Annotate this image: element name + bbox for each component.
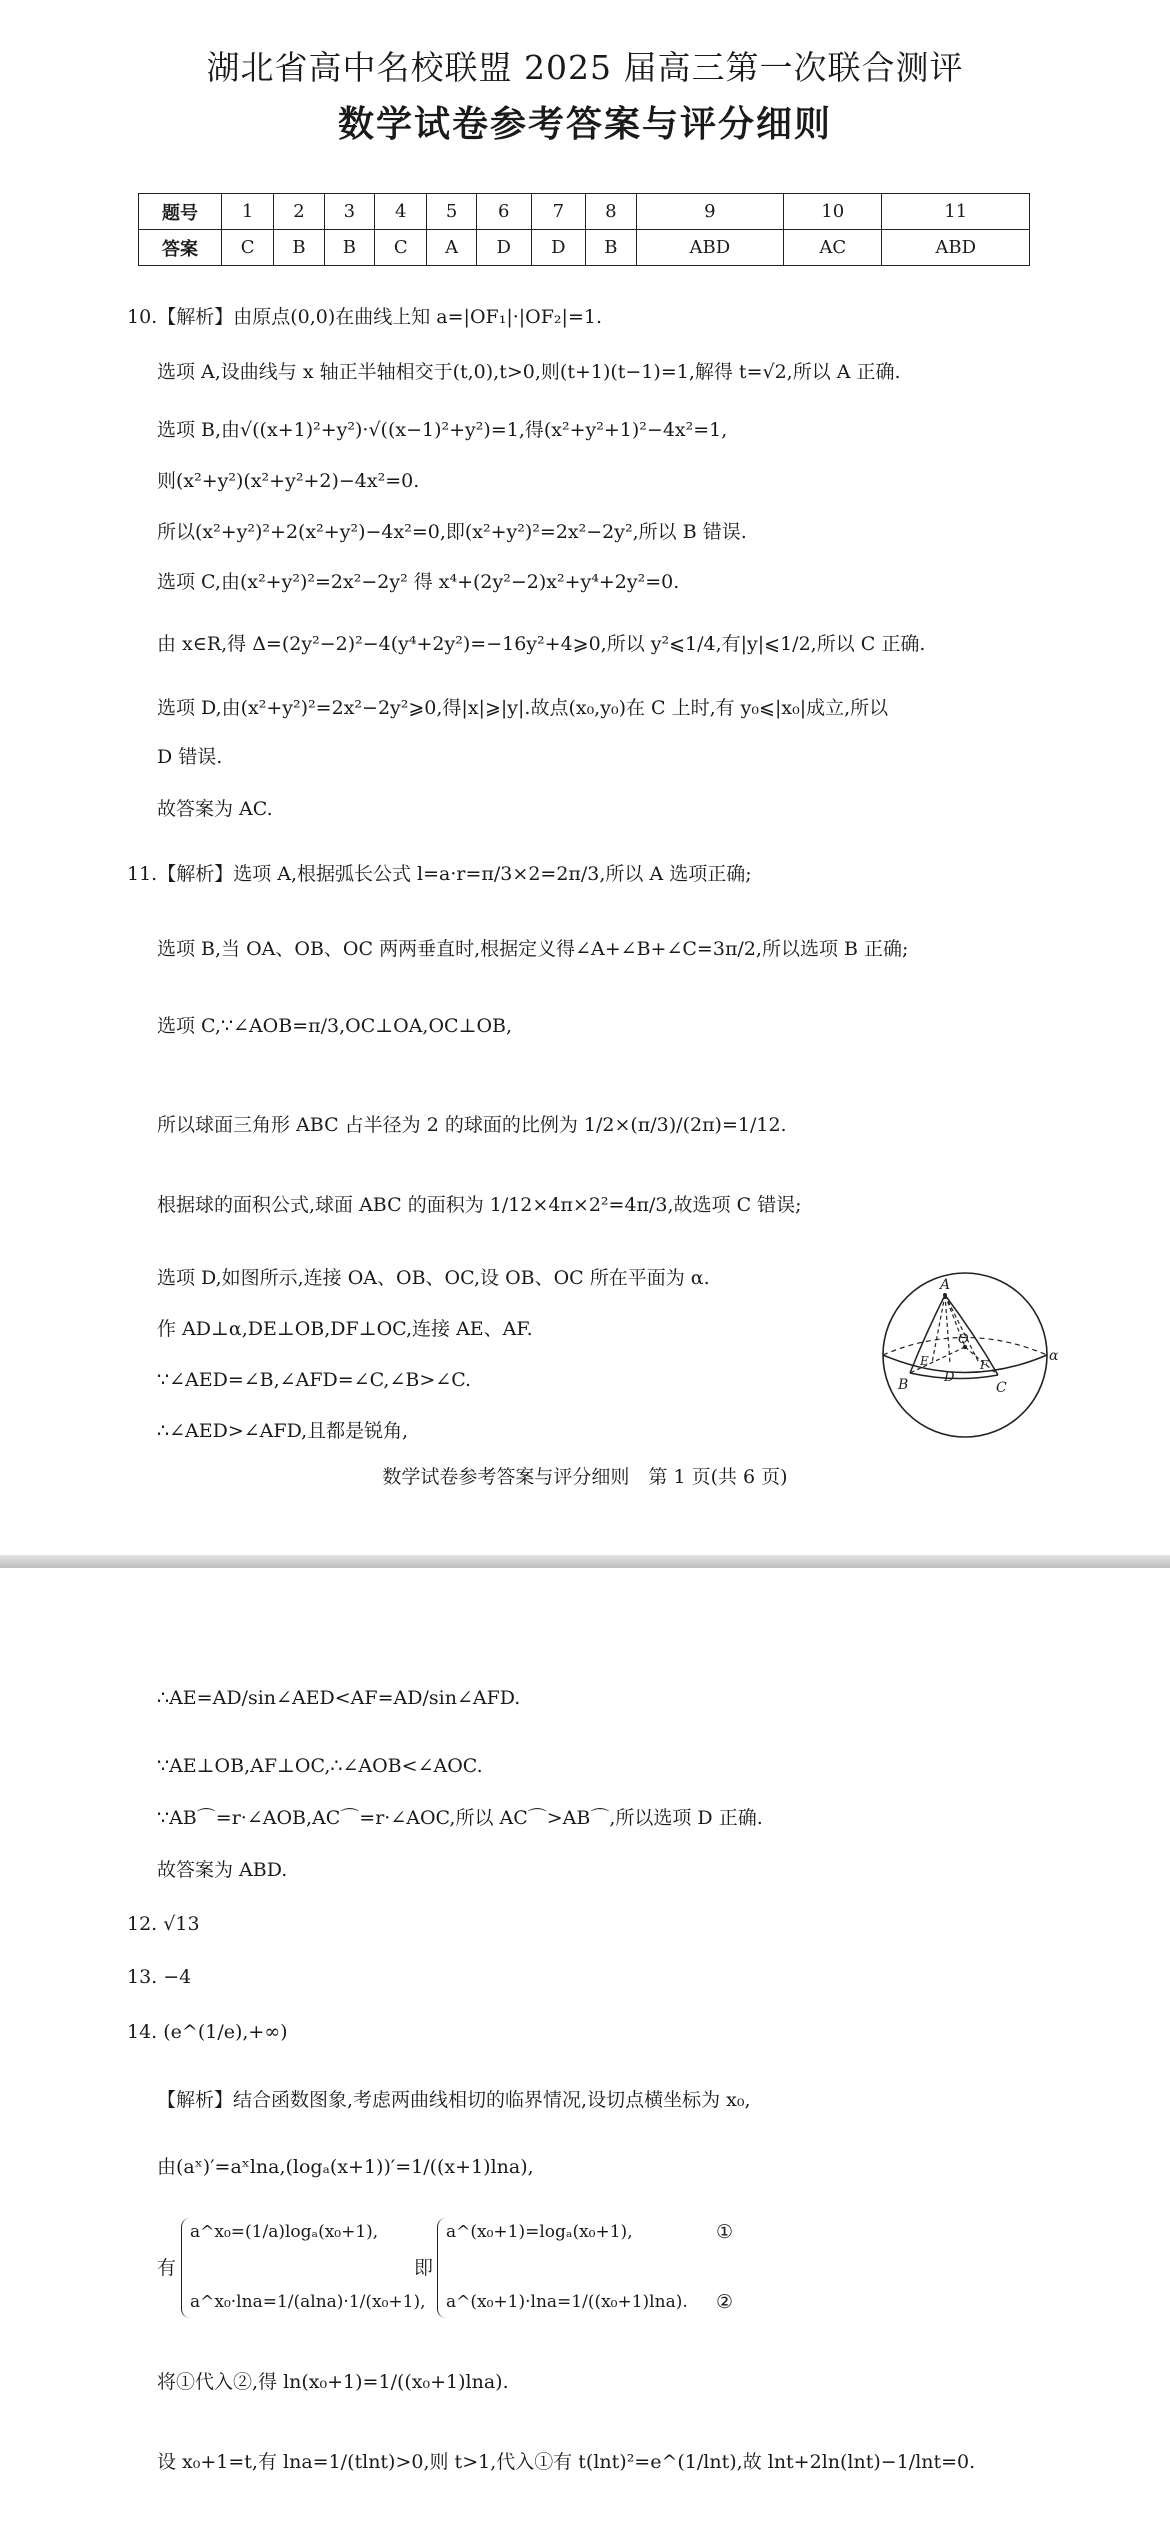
q10-line-4: 则(x²+y²)(x²+y²+2)−4x²=0.	[157, 470, 420, 492]
q11-line-5: 根据球的面积公式,球面 ABC 的面积为 1/12×4π×2²=4π/3,故选项 C 错误;	[157, 1194, 802, 1216]
page-footer: 数学试卷参考答案与评分细则 第 1 页(共 6 页)	[382, 1466, 788, 1488]
table-cell: 3	[324, 194, 374, 230]
table-cell: 9	[636, 194, 784, 230]
q14-line-1: 【解析】结合函数图象,考虑两曲线相切的临界情况,设切点横坐标为 x₀,	[157, 2089, 751, 2111]
table-cell: 10	[784, 194, 882, 230]
q11-line-1: 11.【解析】选项 A,根据弧长公式 l=a·r=π/3×2=2π/3,所以 A 选项正确;	[127, 863, 752, 885]
point-a	[943, 1293, 947, 1297]
q10-line-8: 选项 D,由(x²+y²)²=2x²−2y²⩾0,得|x|⩾|y|.故点(x₀,y₀)在 C 上时,有 y₀⩽|x₀|成立,所以	[157, 697, 889, 719]
exam-title: 湖北省高中名校联盟 2025 届高三第一次联合测评	[206, 48, 964, 87]
question-number-row	[139, 194, 1030, 230]
table-cell: C	[375, 230, 427, 266]
table-cell: D	[531, 230, 586, 266]
answer-page-2	[0, 1568, 1170, 2532]
q11-line-4: 所以球面三角形 ABC 占半径为 2 的球面的比例为 1/2×(π/3)/(2π)=1/12.	[157, 1114, 787, 1136]
row-header-answer: 答案	[139, 230, 222, 266]
label-c: C	[996, 1380, 1007, 1396]
q10-line-7: 由 x∈R,得 Δ=(2y²−2)²−4(y⁴+2y²)=−16y²+4⩾0,所以 y²⩽1/4,有|y|⩽1/2,所以 C 正确.	[157, 633, 926, 655]
answer-table	[138, 193, 1030, 266]
table-cell: 11	[882, 194, 1030, 230]
table-cell: B	[586, 230, 636, 266]
answer-row	[139, 230, 1030, 266]
table-cell: B	[324, 230, 374, 266]
segment-ae	[932, 1295, 945, 1363]
table-cell: C	[222, 230, 274, 266]
q11-line-9: ∴∠AED>∠AFD,且都是锐角,	[157, 1420, 409, 1442]
label-d: D	[944, 1370, 955, 1385]
table-cell: 6	[476, 194, 531, 230]
q14-line-2: 由(aˣ)′=aˣlna,(logₐ(x+1))′=1/((x+1)lna),	[157, 2156, 534, 2178]
q10-line-5: 所以(x²+y²)²+2(x²+y²)−4x²=0,即(x²+y²)²=2x²−2y²,所以 B 错误.	[157, 521, 747, 543]
q10-line-3: 选项 B,由√((x+1)²+y²)·√((x−1)²+y²)=1,得(x²+y²+1)²−4x²=1,	[157, 419, 728, 441]
label-f: F	[980, 1358, 989, 1372]
p2-line-2: ∵AE⊥OB,AF⊥OC,∴∠AOB<∠AOC.	[157, 1755, 483, 1777]
label-alpha: α	[1049, 1348, 1059, 1364]
q11-line-7: 作 AD⊥α,DE⊥OB,DF⊥OC,连接 AE、AF.	[157, 1318, 533, 1340]
table-cell: 4	[375, 194, 427, 230]
equator-front	[883, 1355, 1047, 1373]
mid-brace	[437, 2218, 446, 2318]
q13-answer: 13. −4	[127, 1966, 192, 1988]
sphere-outline	[883, 1273, 1047, 1437]
q14-line-4: 设 x₀+1=t,有 lna=1/(tlnt)>0,则 t>1,代入①有 t(lnt)²=e^(1/lnt),故 lnt+2ln(lnt)−1/lnt=0.	[157, 2451, 976, 2473]
label-b: B	[898, 1377, 909, 1393]
table-cell: AC	[784, 230, 882, 266]
table-cell: 7	[531, 194, 586, 230]
system-2-line-1: a^(x₀+1)=logₐ(x₀+1),	[446, 2222, 633, 2242]
q11-line-6: 选项 D,如图所示,连接 OA、OB、OC,设 OB、OC 所在平面为 α.	[157, 1267, 710, 1289]
q10-line-6: 选项 C,由(x²+y²)²=2x²−2y² 得 x⁴+(2y²−2)x²+y⁴+2y²=0.	[157, 571, 680, 593]
q10-line-10: 故答案为 AC.	[157, 798, 273, 820]
table-cell: 1	[222, 194, 274, 230]
row-header-number: 题号	[139, 194, 222, 230]
table-cell: 2	[274, 194, 324, 230]
q14-answer: 14. (e^(1/e),+∞)	[127, 2021, 288, 2043]
document-title: 数学试卷参考答案与评分细则	[337, 104, 832, 145]
q12-answer: 12. √13	[127, 1913, 200, 1935]
arc-ac	[945, 1295, 998, 1375]
p2-line-4: 故答案为 ABD.	[157, 1859, 288, 1881]
segment-ad	[945, 1295, 950, 1363]
table-cell: B	[274, 230, 324, 266]
q14-line-3: 将①代入②,得 ln(x₀+1)=1/((x₀+1)lna).	[157, 2371, 509, 2393]
sphere-figure	[860, 1265, 1070, 1440]
q10-line-2: 选项 A,设曲线与 x 轴正半轴相交于(t,0),t>0,则(t+1)(t−1)=1,解得 t=√2,所以 A 正确.	[157, 361, 901, 383]
p2-line-1: ∴AE=AD/sin∠AED<AF=AD/sin∠AFD.	[157, 1687, 521, 1709]
table-cell: 5	[427, 194, 477, 230]
table-cell: ABD	[882, 230, 1030, 266]
label-a: A	[940, 1277, 951, 1293]
page-separator	[0, 1555, 1170, 1568]
q11-line-2: 选项 B,当 OA、OB、OC 两两垂直时,根据定义得∠A+∠B+∠C=3π/2,所以选项 B 正确;	[157, 938, 909, 960]
system-1-line-1: a^x₀=(1/a)logₐ(x₀+1),	[190, 2222, 379, 2242]
segment-ob	[910, 1347, 965, 1373]
system-2-line-2: a^(x₀+1)·lna=1/((x₀+1)lna).	[446, 2292, 688, 2312]
system-label-mid: 即	[414, 2257, 434, 2279]
table-cell: 8	[586, 194, 636, 230]
segment-af	[945, 1295, 978, 1361]
label-o: O	[958, 1332, 969, 1347]
q11-line-8: ∵∠AED=∠B,∠AFD=∠C,∠B>∠C.	[157, 1369, 472, 1391]
label-e: E	[920, 1354, 929, 1368]
system-label-left: 有	[157, 2257, 177, 2279]
table-cell: A	[427, 230, 477, 266]
system-1-line-2: a^x₀·lna=1/(alna)·1/(x₀+1),	[190, 2292, 426, 2312]
table-cell: ABD	[636, 230, 784, 266]
q10-line-1: 10.【解析】由原点(0,0)在曲线上知 a=|OF₁|·|OF₂|=1.	[127, 306, 602, 328]
table-cell: D	[476, 230, 531, 266]
equation-marker-1: ①	[716, 2221, 734, 2243]
p2-line-3: ∵AB⌒=r·∠AOB,AC⌒=r·∠AOC,所以 AC⌒>AB⌒,所以选项 D 正确.	[157, 1807, 763, 1829]
equation-marker-2: ②	[716, 2291, 734, 2313]
q10-line-9: D 错误.	[157, 746, 223, 768]
left-brace	[181, 2218, 190, 2318]
q11-line-3: 选项 C,∵∠AOB=π/3,OC⊥OA,OC⊥OB,	[157, 1015, 513, 1037]
